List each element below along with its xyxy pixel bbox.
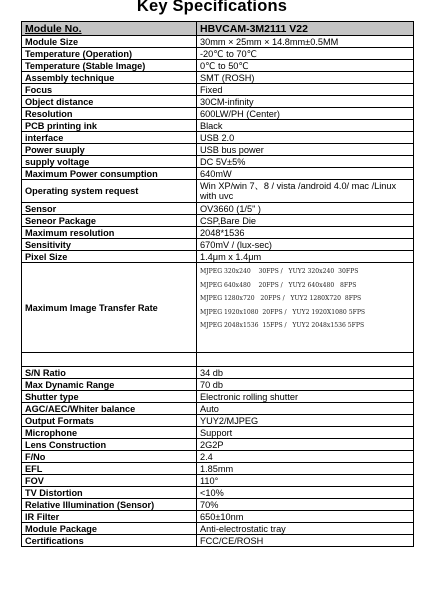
table-row	[22, 36, 414, 48]
spec-value: DC 5V±5%	[197, 156, 414, 168]
spec-key: Maximum Power consumption	[22, 168, 197, 180]
spec-key: Max Dynamic Range	[22, 379, 197, 391]
spec-value	[197, 263, 414, 353]
spec-value: Fixed	[197, 84, 414, 96]
spec-key: AGC/AEC/Whiter balance	[22, 403, 197, 415]
table-row	[22, 487, 414, 499]
table-row	[22, 203, 414, 215]
spec-key: interface	[22, 132, 197, 144]
spec-value: CSP,Bare Die	[197, 215, 414, 227]
header-value: HBVCAM-3M2111 V22	[197, 22, 414, 36]
transfer-rate-line: MJPEG 2048x1536 15FPS / YUY2 2048x1536 5FPS	[200, 322, 365, 329]
spec-key: Focus	[22, 84, 197, 96]
spec-key: Object distance	[22, 96, 197, 108]
spec-value: YUY2/MJPEG	[197, 415, 414, 427]
table-header-row	[22, 22, 414, 36]
table-row	[22, 499, 414, 511]
spec-value: 2G2P	[197, 439, 414, 451]
table-row	[22, 156, 414, 168]
spec-value: 30mm × 25mm × 14.8mm±0.5MM	[197, 36, 414, 48]
spec-value: 30CM-infinity	[197, 96, 414, 108]
spec-value: USB bus power	[197, 144, 414, 156]
spec-value: 1.85mm	[197, 463, 414, 475]
transfer-rate-row	[22, 263, 414, 353]
spec-key: S/N Ratio	[22, 367, 197, 379]
spec-value: OV3660 (1/5" )	[197, 203, 414, 215]
table-row	[22, 96, 414, 108]
spec-key: Seneor Package	[22, 215, 197, 227]
table-row	[22, 439, 414, 451]
spec-value: Win XP/win 7、8 / vista /android 4.0/ mac /Linux with uvc	[197, 180, 414, 203]
spec-value: 0℃ to 50℃	[197, 60, 414, 72]
spec-key: Microphone	[22, 427, 197, 439]
table-row	[22, 227, 414, 239]
spec-key: Temperature (Operation)	[22, 48, 197, 60]
table-row	[22, 251, 414, 263]
spec-value: Support	[197, 427, 414, 439]
table-row	[22, 427, 414, 439]
spec-key: Certifications	[22, 535, 197, 547]
spec-table	[21, 21, 414, 547]
spec-key: Power suuply	[22, 144, 197, 156]
table-row	[22, 84, 414, 96]
spec-key: EFL	[22, 463, 197, 475]
table-row	[22, 144, 414, 156]
table-row	[22, 379, 414, 391]
spec-key: supply voltage	[22, 156, 197, 168]
spec-value: 600LW/PH (Center)	[197, 108, 414, 120]
spec-value: FCC/CE/ROSH	[197, 535, 414, 547]
spec-key: F/No	[22, 451, 197, 463]
table-row	[22, 511, 414, 523]
spec-key: Relative Illumination (Sensor)	[22, 499, 197, 511]
spec-value: 110°	[197, 475, 414, 487]
table-row	[22, 48, 414, 60]
table-row	[22, 415, 414, 427]
table-row	[22, 132, 414, 144]
table-row	[22, 168, 414, 180]
spec-value: 670mV / (lux-sec)	[197, 239, 414, 251]
table-row	[22, 475, 414, 487]
table-row	[22, 120, 414, 132]
spec-value: <10%	[197, 487, 414, 499]
transfer-rate-line: MJPEG 640x480 20FPS / YUY2 640x480 8FPS	[200, 281, 357, 289]
spec-key: Module Package	[22, 523, 197, 535]
spec-value: USB 2.0	[197, 132, 414, 144]
spec-key: Lens Construction	[22, 439, 197, 451]
table-row	[22, 215, 414, 227]
spec-key: Shutter type	[22, 391, 197, 403]
table-row	[22, 523, 414, 535]
spec-value: 70%	[197, 499, 414, 511]
table-row	[22, 391, 414, 403]
transfer-rate-line: MJPEG 1280x720 20FPS / YUY2 1280X720 8FPS	[200, 295, 362, 302]
spec-value: 70 db	[197, 379, 414, 391]
spec-value: 2.4	[197, 451, 414, 463]
spec-key: IR Filter	[22, 511, 197, 523]
table-row	[22, 367, 414, 379]
spec-key: Maximum Image Transfer Rate	[22, 263, 197, 353]
spec-value: 1.4μm x 1.4μm	[197, 251, 414, 263]
table-row	[22, 72, 414, 84]
table-row	[22, 451, 414, 463]
spec-key: Assembly technique	[22, 72, 197, 84]
spec-value: Black	[197, 120, 414, 132]
blank-row	[22, 353, 414, 367]
spec-key: Pixel Size	[22, 251, 197, 263]
spec-key: Operating system request	[22, 180, 197, 203]
spec-key: PCB printing ink	[22, 120, 197, 132]
spec-key: Resolution	[22, 108, 197, 120]
spec-key: FOV	[22, 475, 197, 487]
spec-key: TV Distortion	[22, 487, 197, 499]
spec-key: Sensor	[22, 203, 197, 215]
table-row	[22, 180, 414, 203]
transfer-rate-line: MJPEG 1920x1080 20FPS / YUY2 1920X1080 5FPS	[200, 308, 366, 316]
spec-value: 2048*1536	[197, 227, 414, 239]
spec-key: Sensitivity	[22, 239, 197, 251]
spec-key: Module Size	[22, 36, 197, 48]
table-row	[22, 403, 414, 415]
spec-value: 650±10nm	[197, 511, 414, 523]
spec-value: 640mW	[197, 168, 414, 180]
spec-value: 34 db	[197, 367, 414, 379]
table-row	[22, 108, 414, 120]
table-row	[22, 60, 414, 72]
blank-cell	[22, 353, 197, 367]
transfer-rate-line: MJPEG 320x240 30FPS / YUY2 320x240 30FPS	[200, 268, 359, 275]
table-row	[22, 463, 414, 475]
spec-key: Maximum resolution	[22, 227, 197, 239]
table-row	[22, 535, 414, 547]
page-title: Key Specifications	[136, 0, 288, 15]
spec-key: Output Formats	[22, 415, 197, 427]
spec-value: Anti-electrostatic tray	[197, 523, 414, 535]
spec-value: -20℃ to 70℃	[197, 48, 414, 60]
spec-value: Auto	[197, 403, 414, 415]
header-key: Module No.	[22, 22, 197, 36]
table-row	[22, 239, 414, 251]
blank-cell	[197, 353, 414, 367]
spec-value: SMT (ROSH)	[197, 72, 414, 84]
spec-value: Electronic rolling shutter	[197, 391, 414, 403]
spec-key: Temperature (Stable Image)	[22, 60, 197, 72]
